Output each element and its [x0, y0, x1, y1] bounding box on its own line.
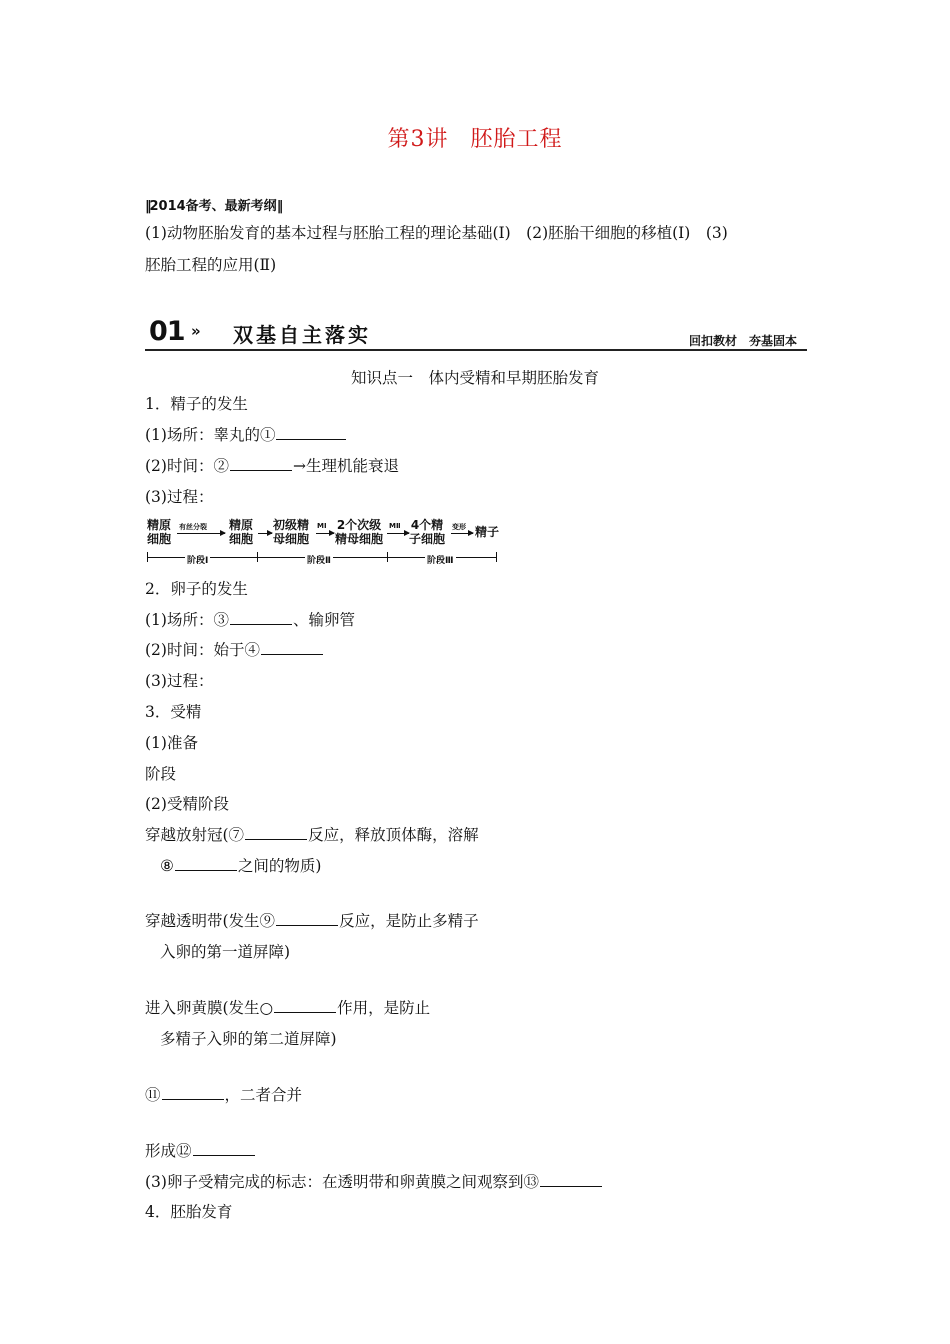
diagram-node-2: 精原 细胞 — [229, 518, 254, 546]
blank-10[interactable] — [274, 998, 336, 1013]
diagram-node-5: 4个精 子细胞 — [409, 518, 446, 546]
fert-heading: 3．受精 — [145, 703, 202, 721]
title-topic: 胚胎工程 — [470, 127, 563, 152]
blank-7[interactable] — [245, 825, 307, 840]
fert-yolk: 进入卵黄膜(发生○ 作用，是防止 — [145, 999, 431, 1017]
title-lecture: 第3讲 — [387, 127, 449, 152]
syllabus-line-2: 胚胎工程的应用(Ⅱ) — [145, 256, 277, 274]
fert-zona-2: 入卵的第一道屏障) — [160, 943, 291, 961]
sperm-time: (2)时间：② →生理机能衰退 — [145, 457, 399, 475]
blank-11[interactable] — [162, 1085, 224, 1100]
embryo-heading: 4．胚胎发育 — [145, 1203, 233, 1221]
blank-9[interactable] — [276, 911, 338, 926]
diagram-tick — [147, 552, 148, 562]
diagram-node-4: 2个次级 精母细胞 — [335, 518, 384, 546]
fert-prep: (1)准备 — [145, 734, 198, 752]
section-subtitle: 回扣教材 夯基固本 — [688, 334, 797, 348]
diagram-arrow-label-3: MⅠ — [317, 522, 327, 530]
section-number: 01 — [149, 316, 185, 347]
diagram-stage-3: 阶段Ⅲ — [425, 553, 456, 566]
diagram-node-6: 精子 — [475, 525, 500, 539]
sperm-heading: 1．精子的发生 — [145, 395, 248, 413]
diagram-arrow-4 — [387, 533, 409, 534]
sperm-place: (1)场所：睾丸的① — [145, 423, 347, 445]
page-title — [0, 122, 950, 153]
diagram-stage-2: 阶段Ⅱ — [305, 553, 333, 566]
syllabus-line-1: (1)动物胚胎发育的基本过程与胚胎工程的理论基础(Ⅰ) (2)胚胎干细胞的移植(Ⅰ) (3) — [145, 224, 728, 242]
egg-heading: 2．卵子的发生 — [145, 580, 248, 598]
syllabus-heading-text: 2014备考、最新考纲 — [149, 199, 277, 214]
fert-sign: (3)卵子受精完成的标志：在透明带和卵黄膜之间观察到⑬ — [145, 1170, 603, 1192]
section-title: 双基自主落实 — [233, 323, 371, 347]
diagram-arrow-2 — [258, 533, 272, 534]
diagram-stage-1: 阶段Ⅰ — [185, 553, 210, 566]
diagram-node-3: 初级精 母细胞 — [273, 518, 310, 546]
fert-zona: 穿越透明带(发生⑨ 反应，是防止多精子 — [145, 912, 479, 930]
blank-8[interactable] — [175, 856, 237, 871]
blank-3[interactable] — [230, 610, 292, 625]
fert-prep-2: 阶段 — [145, 765, 177, 783]
fert-form: 形成⑫ — [145, 1139, 256, 1161]
fert-merge: ⑪ ，二者合并 — [145, 1086, 303, 1104]
egg-process: (3)过程： — [145, 672, 214, 690]
fert-stage: (2)受精阶段 — [145, 795, 229, 813]
diagram-node-1: 精原 细胞 — [147, 518, 172, 546]
fert-yolk-2: 多精子入卵的第二道屏障) — [160, 1030, 337, 1048]
blank-12[interactable] — [193, 1141, 255, 1156]
egg-place: (1)场所：③ 、输卵管 — [145, 611, 355, 629]
section-arrow-icon: » — [191, 322, 201, 340]
spermatogenesis-diagram — [145, 516, 505, 566]
blank-4[interactable] — [261, 640, 323, 655]
blank-2[interactable] — [230, 456, 292, 471]
diagram-arrow-1 — [177, 533, 225, 534]
fert-corona-2: ⑧ 之间的物质) — [160, 857, 322, 875]
sperm-process: (3)过程： — [145, 488, 214, 506]
diagram-arrow-5 — [451, 533, 473, 534]
diagram-arrow-label-1: 有丝分裂 — [179, 523, 207, 531]
diagram-tick — [387, 552, 388, 562]
syllabus-heading: ‖2014备考、最新考纲‖ — [145, 199, 282, 214]
fert-corona: 穿越放射冠(⑦ 反应，释放顶体酶，溶解 — [145, 826, 479, 844]
diagram-arrow-label-5: 变形 — [452, 523, 466, 531]
blank-1[interactable] — [276, 425, 346, 440]
knowledge-point-title: 知识点一 体内受精和早期胚胎发育 — [350, 369, 599, 387]
diagram-tick — [496, 552, 497, 562]
diagram-tick — [257, 552, 258, 562]
section-rule — [145, 349, 807, 351]
egg-time: (2)时间：始于④ — [145, 638, 324, 660]
diagram-arrow-label-4: MⅡ — [389, 522, 401, 530]
blank-13[interactable] — [540, 1172, 602, 1187]
diagram-arrow-3 — [316, 533, 334, 534]
section-header — [145, 316, 807, 352]
